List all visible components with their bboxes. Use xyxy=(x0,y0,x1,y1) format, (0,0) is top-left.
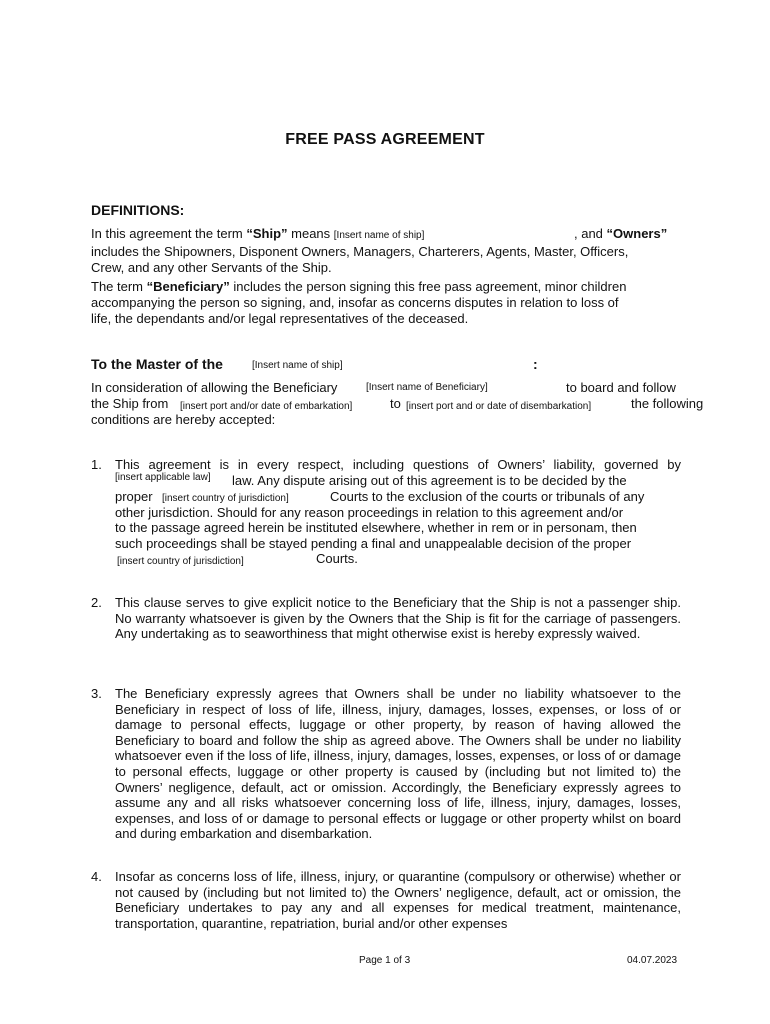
text-span: the Ship from xyxy=(91,396,169,411)
definition-line: includes the Shipowners, Disponent Owners, Managers, Charterers, Agents, Master, Officers, xyxy=(91,244,629,259)
clause-text: The Beneficiary expressly agrees that Owners shall be under no liability whatsoever to the Beneficiary in respect of loss of life, illness, injury, damages, losses, expenses, or loss of or damage to personal effects, luggage or other property, by reason of having allowed the Beneficiary to board and follow the ship as agreed above. The Owners shall be under no liability whatsoever even if the loss of life, illness, injury, damages, losses, expenses, or loss of or damage to personal effects, luggage or other property is caused by (including but not limited to) the Owners’ negligence, default, act or omission. Accordingly, the Beneficiary expressly agrees to assume any and all risks whatsoever concerning loss of life, illness, injury, damages, losses, expenses, and loss of or damage to personal effects or luggage or other property whilst on board and during embarkation and disembarkation. xyxy=(115,686,681,842)
clause-text xyxy=(115,457,681,567)
page-number: Page 1 of 3 xyxy=(359,955,411,966)
definition-ship-owners xyxy=(91,226,681,276)
text-span: In this agreement the term xyxy=(91,226,247,241)
text-span: includes the person signing this free pass agreement, minor children xyxy=(229,279,627,294)
ship-name-placeholder[interactable]: [Insert name of ship] xyxy=(333,230,425,241)
clause-line xyxy=(115,473,681,489)
clause-4 xyxy=(91,869,681,933)
definitions-heading: DEFINITIONS: xyxy=(91,202,185,218)
definition-line xyxy=(91,279,681,295)
text-span: proper xyxy=(115,488,153,504)
definition-line: Crew, and any other Servants of the Ship. xyxy=(91,260,332,275)
ship-term: “Ship” xyxy=(246,226,288,241)
text-span: the following xyxy=(631,396,704,411)
beneficiary-name-placeholder[interactable]: [Insert name of Beneficiary] xyxy=(366,382,488,393)
text-span: conditions are hereby accepted: xyxy=(91,412,276,427)
text-span: law. Any dispute arising out of this agreement is to be decided by the xyxy=(232,472,627,488)
clause-text: This clause serves to give explicit notice to the Beneficiary that the Ship is not a passenger ship. No warranty whatsoever is given by the Owners that the Ship is fit for the carriage of passengers. Any undertaking as to seaworthiness that might otherwise exist is hereby expressly waived. xyxy=(115,595,681,642)
text-span: to board and follow xyxy=(566,380,676,395)
clause-text: Insofar as concerns loss of life, illness, injury, or quarantine (compulsory or otherwise) whether or not caused by (including but not limited to) the Owners’ negligence, default, act or omission, the Beneficiary undertakes to pay any and all expenses for medical treatment, maintenance, transportation, quarantine, repatriation, burial and/or other expenses xyxy=(115,869,681,931)
clause-line: to the passage agreed herein be instituted elsewhere, whether in rem or in personam, then xyxy=(115,520,637,536)
master-heading xyxy=(91,356,538,372)
beneficiary-term: “Beneficiary” xyxy=(146,279,230,294)
master-ship-placeholder[interactable]: [Insert name of ship] xyxy=(252,360,343,371)
text-span: to xyxy=(390,396,401,411)
definition-beneficiary xyxy=(91,279,681,327)
clause-line xyxy=(115,551,681,567)
clause-line: This agreement is in every respect, including questions of Owners’ liability, governed by xyxy=(115,457,681,472)
consideration-paragraph xyxy=(91,379,704,429)
clause-number: 4. xyxy=(91,869,102,884)
owners-term: “Owners” xyxy=(606,226,668,241)
clause-line xyxy=(115,489,681,505)
clause-number: 3. xyxy=(91,686,102,701)
document-title: FREE PASS AGREEMENT xyxy=(285,131,485,148)
applicable-law-placeholder[interactable]: [insert applicable law] xyxy=(115,471,211,483)
colon: : xyxy=(533,356,538,372)
text-span: In consideration of allowing the Beneficiary xyxy=(91,380,338,395)
clause-number: 2. xyxy=(91,595,102,610)
master-label: To the Master of the xyxy=(91,356,223,372)
definition-line: accompanying the person so signing, and, insofar as concerns disputes in relation to loss of xyxy=(91,295,619,310)
text-span: means xyxy=(287,226,334,241)
definition-line: life, the dependants and/or legal representatives of the deceased. xyxy=(91,311,469,326)
embarkation-placeholder[interactable]: [insert port and/or date of embarkation] xyxy=(180,401,353,412)
clause-number: 1. xyxy=(91,457,102,472)
text-span: Courts to the exclusion of the courts or tribunals of any xyxy=(330,488,645,504)
document-date: 04.07.2023 xyxy=(627,955,678,966)
clause-line: such proceedings shall be stayed pending a final and unappealable decision of the proper xyxy=(115,535,632,551)
clause-2 xyxy=(91,595,681,659)
definition-line xyxy=(91,226,681,244)
text-span: Courts. xyxy=(316,551,358,567)
jurisdiction-placeholder[interactable]: [insert country of jurisdiction] xyxy=(162,492,289,504)
clause-1 xyxy=(91,457,681,569)
jurisdiction-placeholder-2[interactable]: [insert country of jurisdiction] xyxy=(117,556,244,568)
text-span: The term xyxy=(91,279,147,294)
disembarkation-placeholder[interactable]: [insert port and or date of disembarkation] xyxy=(406,401,592,412)
clause-3 xyxy=(91,686,681,846)
clause-line: other jurisdiction. Should for any reason proceedings in relation to this agreement and/or xyxy=(115,504,624,520)
text-span: , and xyxy=(574,226,607,241)
